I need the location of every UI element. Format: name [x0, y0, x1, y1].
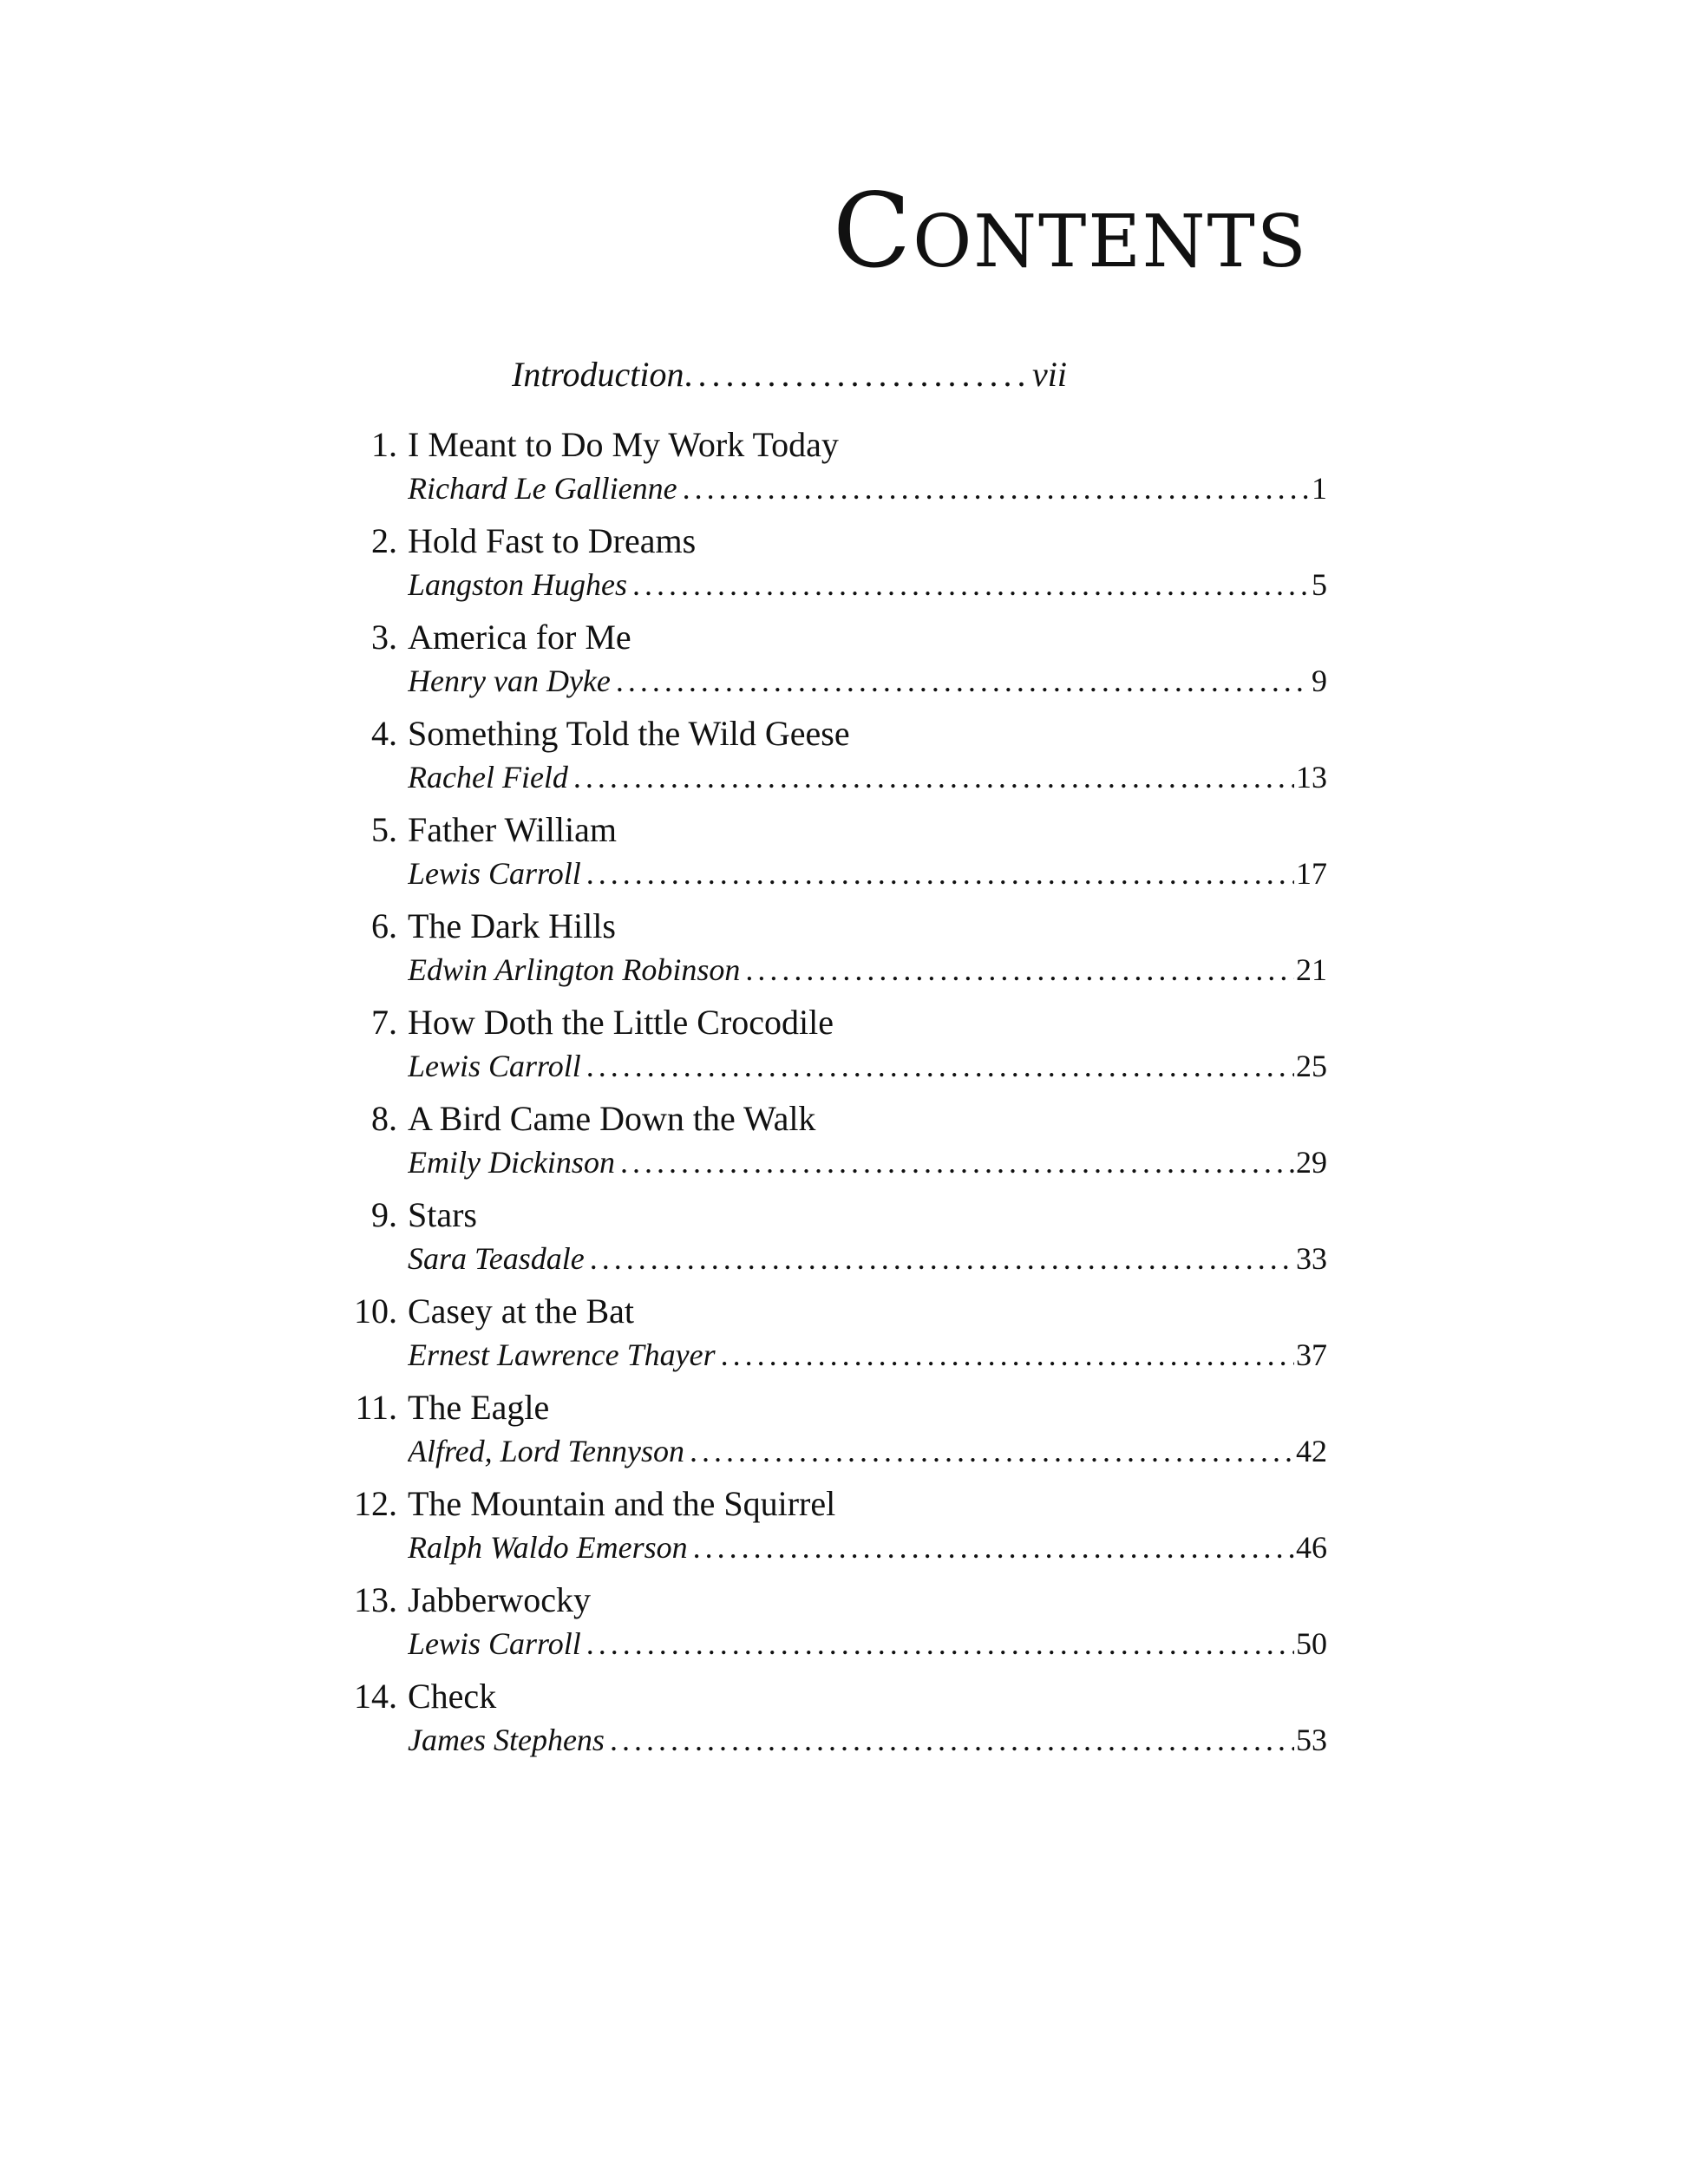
toc-introduction[interactable]: [512, 349, 1067, 401]
entry-author: Richard Le Gallienne: [408, 471, 677, 506]
entry-title-line: [321, 517, 696, 566]
toc-entry[interactable]: [321, 1383, 1327, 1480]
entry-number: 6.: [371, 906, 397, 945]
entry-number: 4.: [371, 714, 397, 753]
toc-entry[interactable]: [321, 421, 1327, 517]
entry-author-line: [408, 1140, 1327, 1185]
entry-author: James Stephens: [408, 1723, 605, 1757]
entry-author-line: [408, 1717, 1327, 1762]
entry-title-line: [321, 1287, 634, 1336]
entry-number: 12.: [354, 1484, 397, 1523]
dot-leader: [573, 755, 1294, 800]
page-title: Contents: [833, 171, 1308, 291]
toc-entry[interactable]: [321, 902, 1327, 998]
entry-title-line: [321, 902, 616, 951]
entry-author: Edwin Arlington Robinson: [408, 952, 741, 987]
entry-author: Henry van Dyke: [408, 664, 611, 698]
entry-author: Ernest Lawrence Thayer: [408, 1337, 716, 1372]
entry-number: 11.: [355, 1388, 397, 1427]
entry-author-line: [408, 1525, 1327, 1570]
entry-author-line: [408, 1043, 1327, 1089]
entry-title: Check: [408, 1677, 497, 1716]
entry-title-line: [321, 613, 631, 662]
entry-page-number: 5: [1312, 567, 1327, 602]
entry-author-line: [408, 466, 1327, 511]
entry-page-number: 17: [1296, 856, 1327, 891]
entry-title-line: [321, 1672, 496, 1721]
entry-title: America for Me: [408, 618, 631, 657]
dot-leader: [721, 1332, 1294, 1377]
entry-page-number: 46: [1296, 1530, 1327, 1565]
entry-author-line: [408, 947, 1327, 992]
entry-title: Something Told the Wild Geese: [408, 714, 850, 753]
entry-title-line: [321, 1383, 549, 1432]
entry-page-number: 29: [1296, 1145, 1327, 1180]
entry-title: The Eagle: [408, 1388, 550, 1427]
dot-leader: [690, 1429, 1294, 1474]
entry-page-number: 37: [1296, 1337, 1327, 1372]
entry-title: Jabberwocky: [408, 1580, 592, 1619]
entry-author: Langston Hughes: [408, 567, 628, 602]
dot-leader: [586, 1043, 1294, 1089]
entry-page-number: 1: [1312, 471, 1327, 506]
entry-number: 10.: [354, 1291, 397, 1331]
entry-author: Lewis Carroll: [408, 1626, 581, 1661]
toc-entry[interactable]: [321, 613, 1327, 709]
entry-title-line: [321, 709, 850, 758]
toc-entry[interactable]: [321, 998, 1327, 1095]
entry-author-line: [408, 851, 1327, 896]
entry-page-number: 42: [1296, 1434, 1327, 1468]
entry-title: A Bird Came Down the Walk: [408, 1099, 816, 1138]
dot-leader: [632, 562, 1310, 607]
entry-author-line: [408, 1332, 1327, 1377]
entry-title-line: [321, 806, 617, 854]
entry-number: 3.: [371, 618, 397, 657]
entry-page-number: 9: [1312, 664, 1327, 698]
entry-page-number: 50: [1296, 1626, 1327, 1661]
entry-author-line: [408, 755, 1327, 800]
entry-title-line: [321, 998, 834, 1047]
toc-entry[interactable]: [321, 1576, 1327, 1672]
entry-author: Ralph Waldo Emerson: [408, 1530, 688, 1565]
entry-author-line: [408, 1236, 1327, 1281]
entry-page-number: 33: [1296, 1241, 1327, 1276]
entry-title: How Doth the Little Crocodile: [408, 1003, 834, 1042]
entry-author-line: [408, 1621, 1327, 1666]
toc-entry[interactable]: [321, 1672, 1327, 1769]
entry-title-line: [321, 1095, 815, 1143]
entry-title-line: [321, 421, 839, 469]
entry-author: Alfred, Lord Tennyson: [408, 1434, 685, 1468]
dot-leader: [586, 851, 1294, 896]
entry-title-line: [321, 1576, 591, 1625]
dot-leader: [684, 349, 1030, 401]
entry-number: 14.: [354, 1677, 397, 1716]
introduction-label: Introduction: [512, 355, 684, 394]
entry-number: 9.: [371, 1195, 397, 1234]
entry-number: 5.: [371, 810, 397, 849]
entry-title-line: [321, 1480, 835, 1528]
entry-title: The Dark Hills: [408, 906, 616, 945]
toc-entry[interactable]: [321, 709, 1327, 806]
entry-page-number: 25: [1296, 1049, 1327, 1083]
entry-author: Rachel Field: [408, 760, 568, 794]
entry-author: Lewis Carroll: [408, 856, 581, 891]
entry-number: 1.: [371, 425, 397, 464]
entry-page-number: 21: [1296, 952, 1327, 987]
introduction-page-number: vii: [1032, 355, 1067, 394]
entry-title: Stars: [408, 1195, 477, 1234]
dot-leader: [620, 1140, 1294, 1185]
entry-page-number: 13: [1296, 760, 1327, 794]
toc-entry[interactable]: [321, 1287, 1327, 1383]
toc-entry[interactable]: [321, 806, 1327, 902]
toc-entry-list: [321, 421, 1327, 1769]
entry-number: 7.: [371, 1003, 397, 1042]
dot-leader: [745, 947, 1294, 992]
entry-title: I Meant to Do My Work Today: [408, 425, 839, 464]
entry-title: Father William: [408, 810, 617, 849]
entry-author: Sara Teasdale: [408, 1241, 585, 1276]
entry-title: The Mountain and the Squirrel: [408, 1484, 836, 1523]
entry-title: Hold Fast to Dreams: [408, 521, 697, 560]
toc-entry[interactable]: [321, 1191, 1327, 1287]
toc-entry[interactable]: [321, 1095, 1327, 1191]
entry-author-line: [408, 1429, 1327, 1474]
dot-leader: [586, 1621, 1294, 1666]
entry-number: 8.: [371, 1099, 397, 1138]
entry-author-line: [408, 562, 1327, 607]
entry-author: Emily Dickinson: [408, 1145, 615, 1180]
entry-author-line: [408, 658, 1327, 703]
dot-leader: [610, 1717, 1294, 1762]
dot-leader: [693, 1525, 1294, 1570]
entry-title: Casey at the Bat: [408, 1291, 635, 1331]
entry-number: 2.: [371, 521, 397, 560]
dot-leader: [590, 1236, 1294, 1281]
entry-page-number: 53: [1296, 1723, 1327, 1757]
entry-title-line: [321, 1191, 477, 1239]
entry-number: 13.: [354, 1580, 397, 1619]
toc-entry[interactable]: [321, 1480, 1327, 1576]
dot-leader: [616, 658, 1310, 703]
dot-leader: [683, 466, 1310, 511]
toc-entry[interactable]: [321, 517, 1327, 613]
entry-author: Lewis Carroll: [408, 1049, 581, 1083]
